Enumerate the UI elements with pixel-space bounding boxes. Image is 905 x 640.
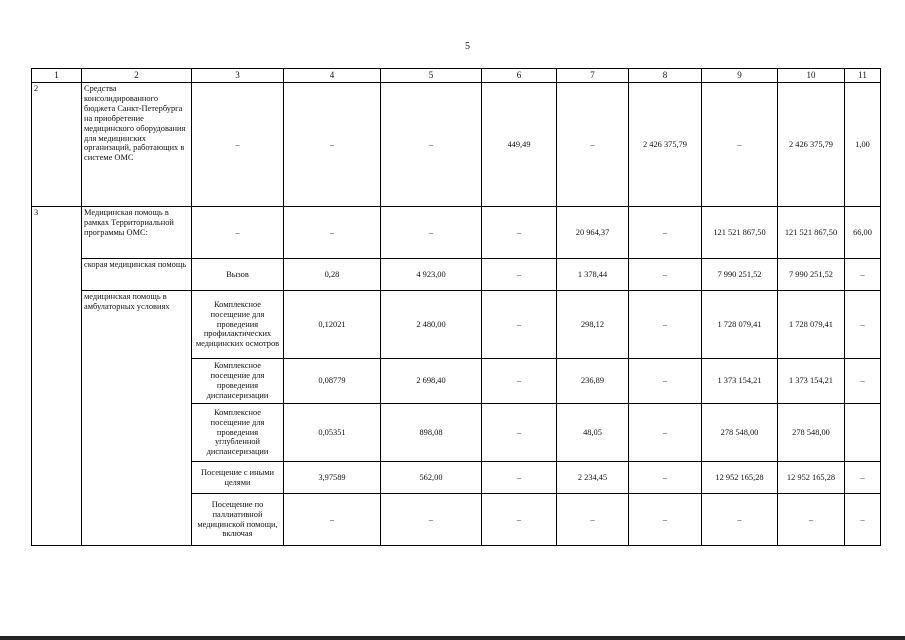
- value-cell: –: [778, 494, 845, 546]
- value-cell: 121 521 867,50: [778, 207, 845, 259]
- value-cell: –: [482, 462, 557, 494]
- data-table: [31, 68, 881, 546]
- value-cell: 1 728 079,41: [702, 291, 778, 359]
- row-description: Медицинская помощь в рамках Территориальной программы ОМС:: [82, 207, 192, 259]
- value-cell: –: [482, 291, 557, 359]
- unit-cell: Комплексное посещение для проведения профилактических медицинских осмотров: [192, 291, 284, 359]
- value-cell: 48,05: [557, 404, 629, 462]
- page-number: 5: [465, 41, 470, 52]
- value-cell: 2 234,45: [557, 462, 629, 494]
- value-cell: –: [629, 494, 702, 546]
- value-cell: –: [482, 207, 557, 259]
- unit-cell: –: [192, 207, 284, 259]
- unit-cell: Посещение с иными целями: [192, 462, 284, 494]
- unit-cell: –: [192, 83, 284, 207]
- value-cell: 1 378,44: [557, 259, 629, 291]
- header-cell: 2: [82, 69, 192, 83]
- unit-cell: Комплексное посещение для проведения углубленной диспансеризации: [192, 404, 284, 462]
- header-cell: 6: [482, 69, 557, 83]
- table-row: [32, 259, 881, 291]
- table-row: [32, 83, 881, 207]
- value-cell: 898,08: [381, 404, 482, 462]
- unit-cell: Посещение по паллиативной медицинской помощи, включая: [192, 494, 284, 546]
- value-cell: 66,00: [845, 207, 881, 259]
- value-cell: 12 952 165,28: [778, 462, 845, 494]
- header-cell: 9: [702, 69, 778, 83]
- value-cell: –: [557, 494, 629, 546]
- value-cell: 0,12021: [284, 291, 381, 359]
- scan-bottom-edge: [0, 636, 905, 640]
- header-row: [32, 69, 881, 83]
- value-cell: –: [845, 359, 881, 404]
- value-cell: –: [381, 83, 482, 207]
- row-description: медицинская помощь в амбулаторных условиях: [82, 291, 192, 546]
- value-cell: 236,89: [557, 359, 629, 404]
- value-cell: –: [381, 494, 482, 546]
- header-cell: 8: [629, 69, 702, 83]
- value-cell: 121 521 867,50: [702, 207, 778, 259]
- value-cell: 2 698,40: [381, 359, 482, 404]
- value-cell: –: [845, 259, 881, 291]
- value-cell: 0,08779: [284, 359, 381, 404]
- value-cell: –: [702, 83, 778, 207]
- row-number: 3: [32, 207, 82, 546]
- value-cell: –: [629, 259, 702, 291]
- header-cell: 4: [284, 69, 381, 83]
- header-cell: 3: [192, 69, 284, 83]
- value-cell: 7 990 251,52: [778, 259, 845, 291]
- value-cell: 12 952 165,28: [702, 462, 778, 494]
- table-row: [32, 291, 881, 359]
- value-cell: 298,12: [557, 291, 629, 359]
- header-cell: 1: [32, 69, 82, 83]
- header-cell: 7: [557, 69, 629, 83]
- unit-cell: Комплексное посещение для проведения диспансеризации: [192, 359, 284, 404]
- value-cell: –: [284, 207, 381, 259]
- value-cell: 1 373 154,21: [778, 359, 845, 404]
- value-cell: 1 728 079,41: [778, 291, 845, 359]
- header-cell: 11: [845, 69, 881, 83]
- value-cell: –: [629, 291, 702, 359]
- value-cell: –: [482, 494, 557, 546]
- header-cell: 5: [381, 69, 482, 83]
- row-number: 2: [32, 83, 82, 207]
- value-cell: –: [629, 404, 702, 462]
- value-cell: –: [284, 83, 381, 207]
- value-cell: 2 426 375,79: [629, 83, 702, 207]
- unit-cell: Вызов: [192, 259, 284, 291]
- row-description: Средства консолидированного бюджета Санкт-Петербурга на приобретение медицинского оборудования для медицинских организаций, работающих в системе ОМС: [82, 83, 192, 207]
- value-cell: –: [482, 259, 557, 291]
- value-cell: 449,49: [482, 83, 557, 207]
- table-row: [32, 207, 881, 259]
- header-cell: 10: [778, 69, 845, 83]
- value-cell: –: [702, 494, 778, 546]
- row-description: скорая медицинская помощь: [82, 259, 192, 291]
- value-cell: –: [629, 207, 702, 259]
- value-cell: –: [557, 83, 629, 207]
- value-cell: 1,00: [845, 83, 881, 207]
- value-cell: 2 426 375,79: [778, 83, 845, 207]
- value-cell: –: [845, 291, 881, 359]
- value-cell: 278 548,00: [702, 404, 778, 462]
- value-cell: –: [482, 359, 557, 404]
- value-cell: –: [381, 207, 482, 259]
- value-cell: –: [629, 359, 702, 404]
- value-cell: 2 480,00: [381, 291, 482, 359]
- value-cell: 20 964,37: [557, 207, 629, 259]
- value-cell: 0,28: [284, 259, 381, 291]
- value-cell: 7 990 251,52: [702, 259, 778, 291]
- value-cell: –: [845, 462, 881, 494]
- value-cell: 0,05351: [284, 404, 381, 462]
- value-cell: 1 373 154,21: [702, 359, 778, 404]
- value-cell: 278 548,00: [778, 404, 845, 462]
- value-cell: 3,97589: [284, 462, 381, 494]
- value-cell: –: [284, 494, 381, 546]
- value-cell: [845, 404, 881, 462]
- value-cell: 562,00: [381, 462, 482, 494]
- value-cell: –: [482, 404, 557, 462]
- value-cell: 4 923,00: [381, 259, 482, 291]
- value-cell: –: [845, 494, 881, 546]
- value-cell: –: [629, 462, 702, 494]
